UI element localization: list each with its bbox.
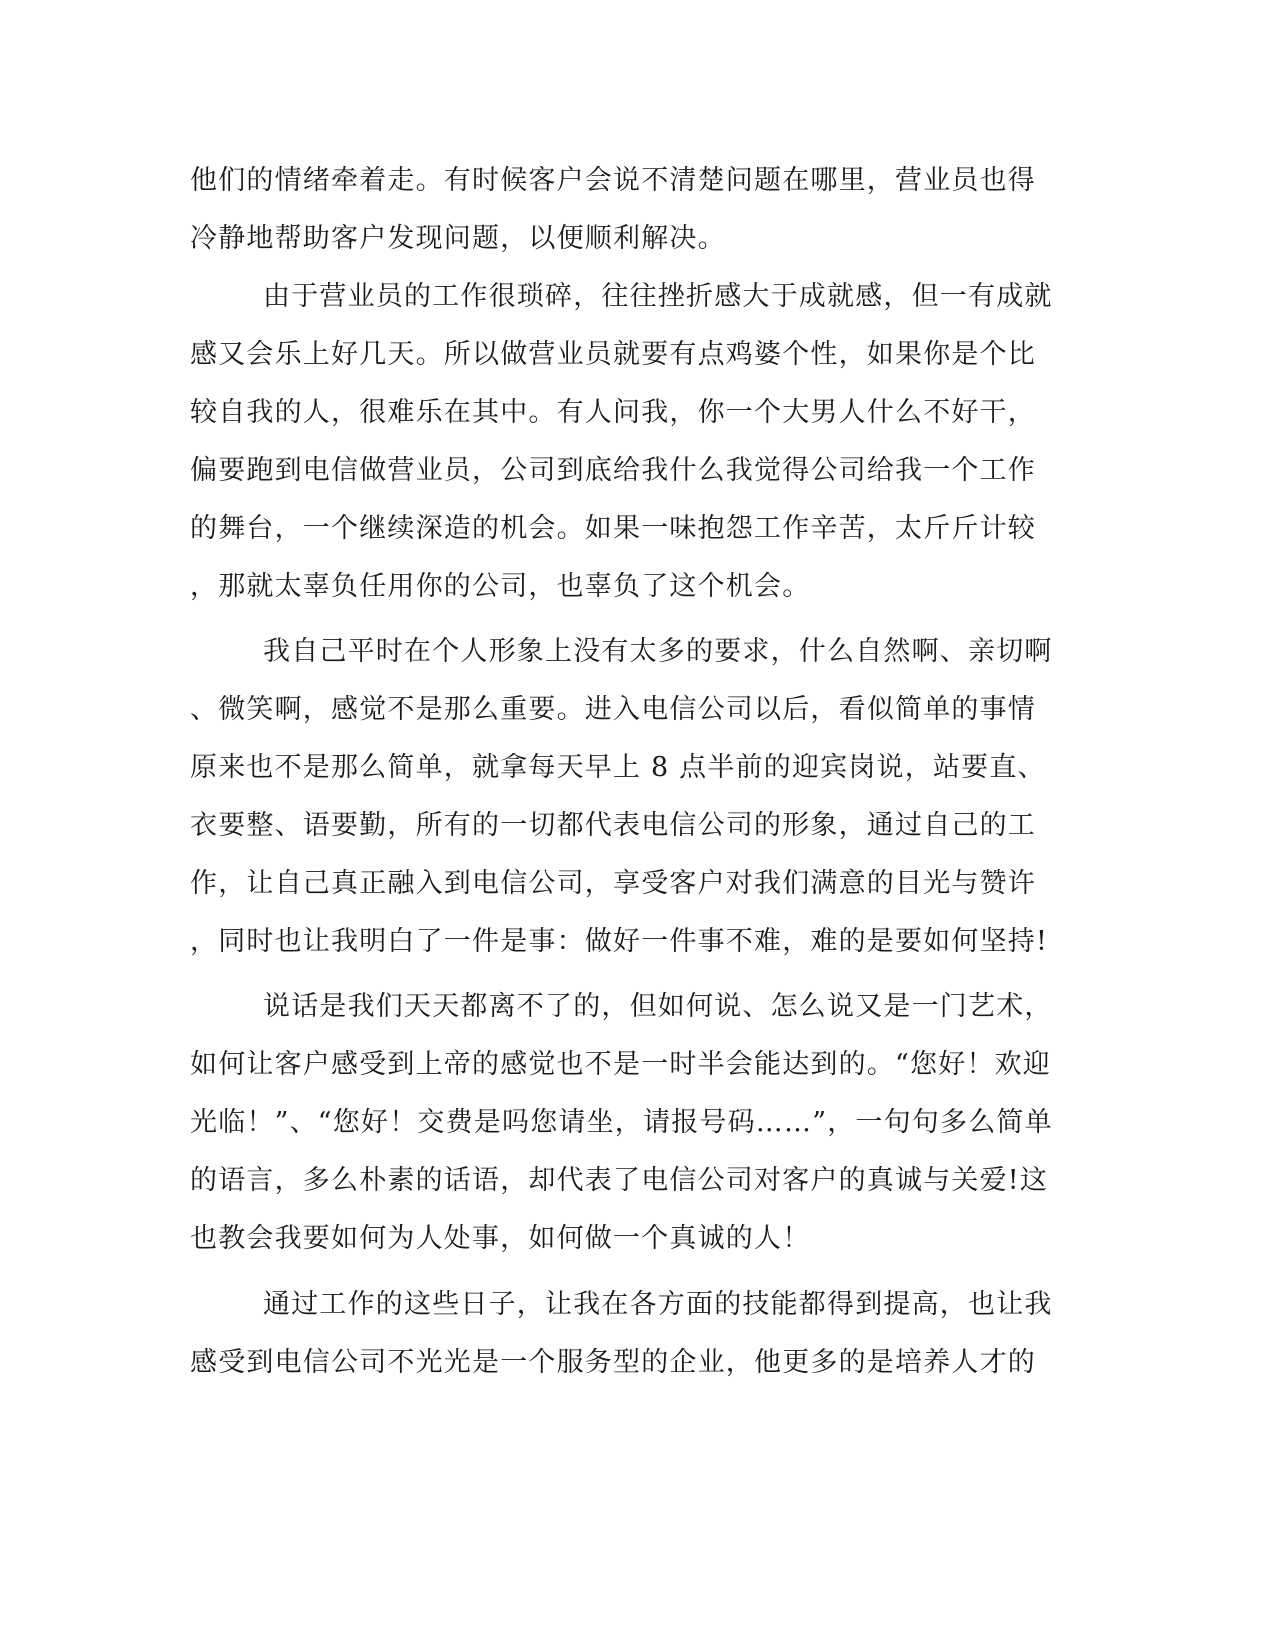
text-line: 较自我的人，很难乐在其中。有人问我，你一个大男人什么不好干， bbox=[190, 397, 1036, 428]
text-line: 也教会我要如何为人处事，如何做一个真诚的人！ bbox=[190, 1223, 811, 1254]
paragraph-start-line: 我自己平时在个人形象上没有太多的要求，什么自然啊、亲切啊 bbox=[263, 636, 1053, 667]
paragraph-start-line: 由于营业员的工作很琐碎，往往挫折感大于成就感，但一有成就 bbox=[263, 281, 1053, 312]
text-line: 的语言，多么朴素的话语，却代表了电信公司对客户的真诚与关爱!这 bbox=[190, 1165, 1049, 1196]
text-line: 的舞台，一个继续深造的机会。如果一味抱怨工作辛苦，太斤斤计较 bbox=[190, 513, 1036, 544]
text-line: 衣要整、语要勤，所有的一切都代表电信公司的形象，通过自己的工 bbox=[190, 810, 1036, 841]
text-line: 光临！”、“您好！交费是吗您请坐，请报号码……”，一句句多么简单 bbox=[190, 1107, 1053, 1138]
text-line: ，那就太辜负任用你的公司，也辜负了这个机会。 bbox=[190, 571, 811, 602]
text-line: 原来也不是那么简单，就拿每天早上 8 点半前的迎宾岗说，站要直、 bbox=[190, 752, 1046, 783]
text-line: 冷静地帮助客户发现问题，以便顺利解决。 bbox=[190, 223, 726, 254]
paragraph-start-line: 说话是我们天天都离不了的，但如何说、怎么说又是一门艺术， bbox=[263, 991, 1053, 1022]
text-line: 如何让客户感受到上帝的感觉也不是一时半会能达到的。“您好！欢迎 bbox=[190, 1049, 1052, 1080]
text-line: 感又会乐上好几天。所以做营业员就要有点鸡婆个性，如果你是个比 bbox=[190, 339, 1036, 370]
text-line: ，同时也让我明白了一件是事：做好一件事不难，难的是要如何坚持! bbox=[190, 926, 1049, 957]
paragraph-start-line: 通过工作的这些日子，让我在各方面的技能都得到提高，也让我 bbox=[263, 1289, 1053, 1320]
text-line: 他们的情绪牵着走。有时候客户会说不清楚问题在哪里，营业员也得 bbox=[190, 165, 1036, 196]
text-line: 、微笑啊，感觉不是那么重要。进入电信公司以后，看似简单的事情 bbox=[190, 694, 1036, 725]
text-line: 感受到电信公司不光光是一个服务型的企业，他更多的是培养人才的 bbox=[190, 1347, 1036, 1378]
text-line: 作，让自己真正融入到电信公司，享受客户对我们满意的目光与赞许 bbox=[190, 868, 1036, 899]
text-line: 偏要跑到电信做营业员，公司到底给我什么我觉得公司给我一个工作 bbox=[190, 455, 1036, 486]
